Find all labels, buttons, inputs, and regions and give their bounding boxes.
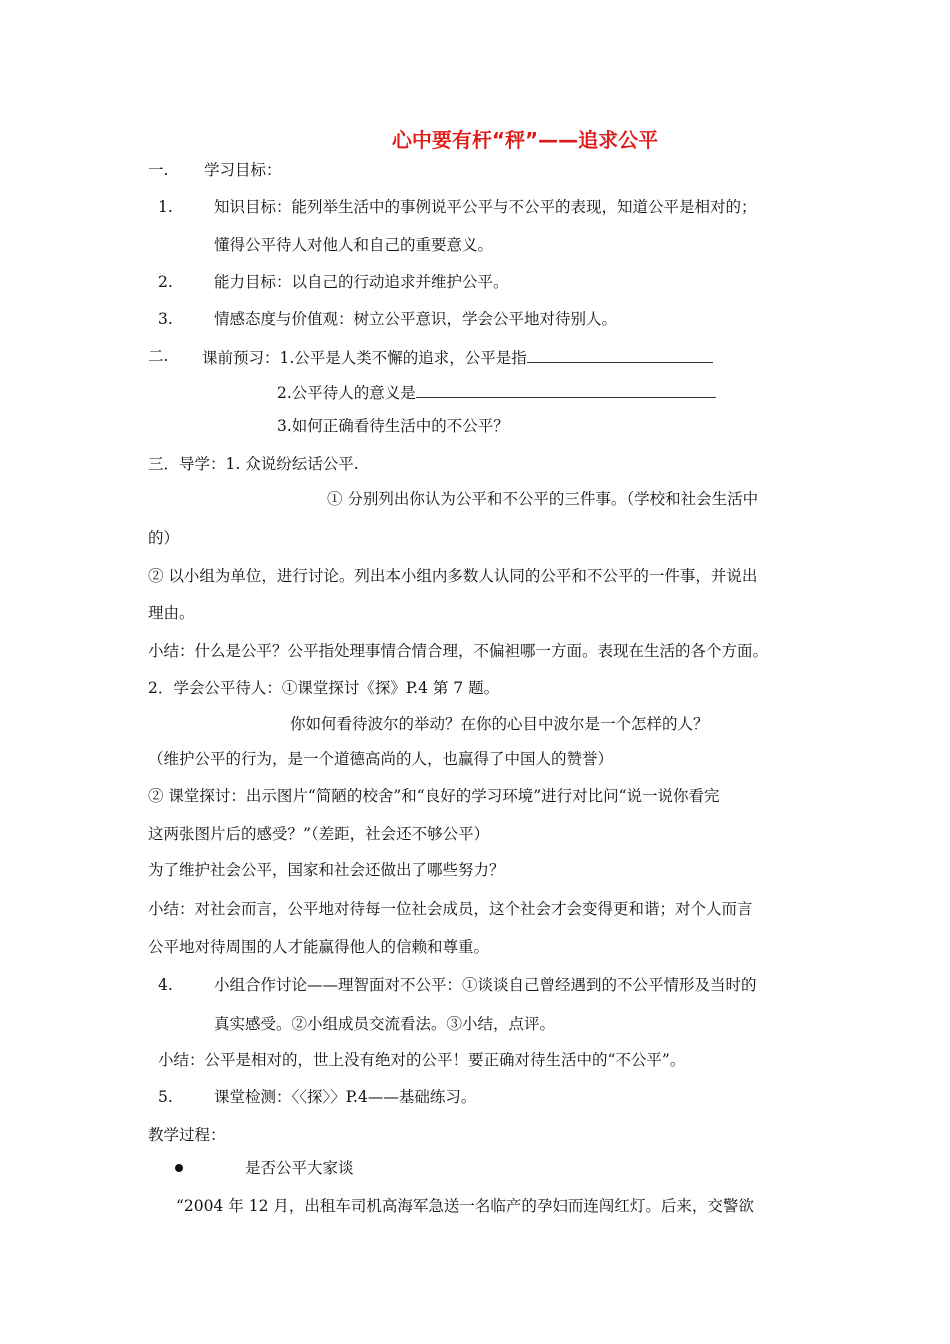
part-2-question: 你如何看待波尔的举动？在你的心目中波尔是一个怎样的人？ — [290, 715, 709, 733]
part-5-number: 5. — [158, 1088, 173, 1106]
part-2-heading: 2．学会公平待人：①课堂探讨《探》P.4 第 7 题。 — [148, 679, 500, 697]
goal-1-text: 知识目标：能列举生活中的事例说平公平与不公平的表现，知道公平是相对的； — [214, 198, 757, 216]
part-2-answer: （维护公平的行为，是一个道德高尚的人，也赢得了中国人的赞誉） — [148, 750, 614, 768]
section-2-heading-line — [202, 346, 713, 368]
summary-2: 小结：对社会而言，公平地对待每一位社会成员，这个社会才会变得更和谐；对个人而言 — [148, 900, 753, 918]
page-title: 心中要有杆“秤”——追求公平 — [391, 128, 659, 152]
activity-1-continuation: 的） — [148, 529, 180, 547]
part-4-text: 小组合作讨论——理智面对不公平：①谈谈自己曾经遇到的不公平情形及当时的 — [214, 976, 757, 994]
activity-2: ② 以小组为单位，进行讨论。列出本小组内多数人认同的公平和不公平的一件事，并说出 — [148, 567, 758, 585]
activity-2-continuation: 理由。 — [148, 604, 195, 622]
answer-blank-2[interactable] — [416, 381, 716, 398]
preview-question-3: 3.如何正确看待生活中的不公平？ — [277, 417, 509, 435]
goal-3-number: 3. — [158, 310, 173, 328]
preview-question-2-line — [277, 381, 716, 403]
part-4-number: 4. — [158, 976, 173, 994]
summary-2-continuation: 公平地对待周围的人才能赢得他人的信赖和尊重。 — [148, 938, 490, 956]
teaching-process-heading: 教学过程： — [148, 1126, 226, 1144]
part-2-question-efforts: 为了维护社会公平，国家和社会还做出了哪些努力？ — [148, 861, 505, 879]
activity-1: ① 分别列出你认为公平和不公平的三件事。（学校和社会生活中 — [327, 490, 759, 508]
part-5-text: 课堂检测：〈〈探〉〉P.4——基础练习。 — [214, 1088, 477, 1106]
goal-2-text: 能力目标：以自己的行动追求并维护公平。 — [214, 273, 509, 291]
section-1-heading: 学习目标： — [204, 161, 282, 179]
summary-3: 小结：公平是相对的，世上没有绝对的公平！要正确对待生活中的“不公平”。 — [158, 1051, 686, 1069]
section-2-number: 二. — [148, 347, 169, 365]
bullet-item: 是否公平大家谈 — [245, 1159, 354, 1177]
part-4-continuation: 真实感受。②小组成员交流看法。③小结，点评。 — [214, 1015, 556, 1033]
story-text: “2004 年 12 月，出租车司机高海军急送一名临产的孕妇而连闯红灯。后来，交警欲 — [176, 1197, 754, 1215]
goal-3-text: 情感态度与价值观：树立公平意识，学会公平地对待别人。 — [214, 310, 618, 328]
answer-blank-1[interactable] — [527, 346, 713, 363]
goal-1-continuation: 懂得公平待人对他人和自己的重要意义。 — [214, 236, 494, 254]
part-2-discussion-continuation: 这两张图片后的感受？”（差距，社会还不够公平） — [148, 825, 490, 843]
bullet-icon — [175, 1164, 183, 1172]
goal-2-number: 2. — [158, 273, 173, 291]
section-3-heading: 三．导学：1. 众说纷纭话公平. — [148, 455, 359, 473]
summary-1: 小结：什么是公平？公平指处理事情合情合理，不偏袒哪一方面。表现在生活的各个方面。 — [148, 642, 769, 660]
section-1-number: 一. — [148, 161, 169, 179]
preview-question-2: 2.公平待人的意义是 — [277, 384, 416, 402]
preview-question-1: 1.公平是人类不懈的追求，公平是指 — [279, 349, 527, 367]
section-2-heading: 课前预习： — [202, 349, 280, 367]
part-2-discussion: ② 课堂探讨：出示图片“简陋的校舍”和“良好的学习环境”进行对比问“说一说你看完 — [148, 787, 720, 805]
goal-1-number: 1. — [158, 198, 173, 216]
